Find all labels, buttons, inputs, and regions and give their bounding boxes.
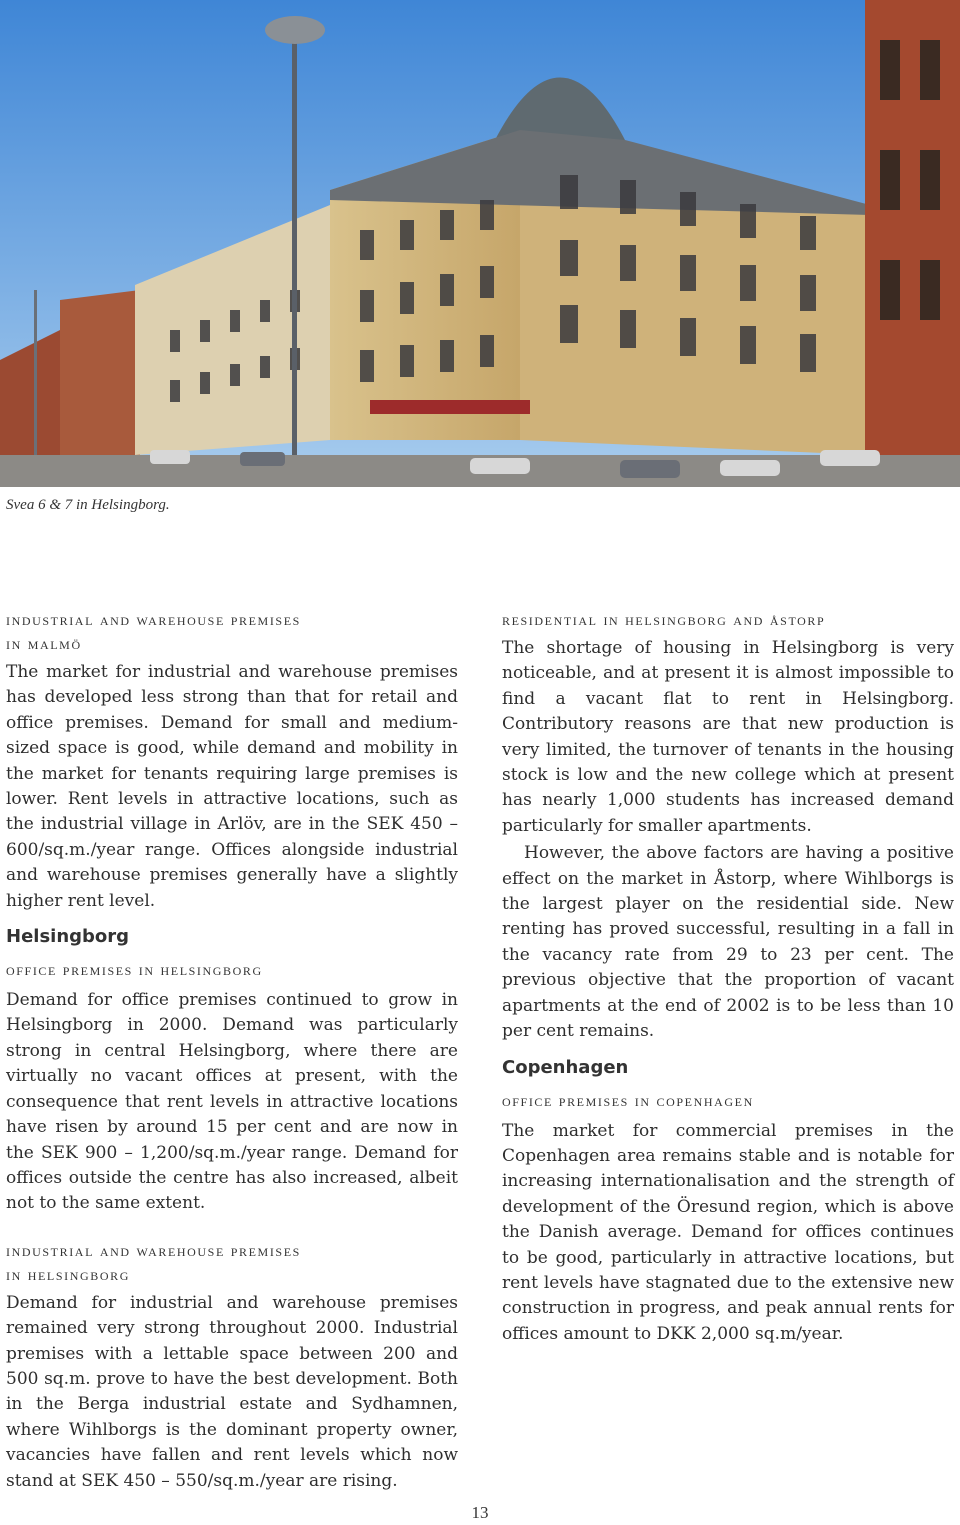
section-heading: in malmö (6, 634, 82, 653)
city-heading-helsingborg: Helsingborg (6, 926, 130, 948)
section-heading: industrial and warehouse premises (6, 1240, 301, 1260)
photo-caption: Svea 6 & 7 in Helsingborg. (6, 497, 170, 513)
city-heading-copenhagen: Copenhagen (502, 1056, 629, 1078)
body-paragraph: The shortage of housing in Helsingborg is very noticeable, and at present it is almost impossible to find a vacant flat to rent in Helsingborg. Contributory reasons are that new production is very limited, the turnover of tenants in the housing stock is low and the new college which at present has nearly 1,000 students has increased demand particularly for smaller apartments. (502, 638, 954, 836)
body-paragraph: However, the above factors are having a positive effect on the market in Åstorp, where Wihlborgs is the largest player on the residential side. New renting has proved successful, resulting in a fall in the vacancy rate from 29 to 23 per cent. The previous objective that the proportion of vacant apartments at the end of 2002 is to be less than 10 per cent remains. (502, 843, 954, 1042)
building-photo (0, 0, 960, 487)
right-column (502, 608, 954, 1347)
body-paragraph: The market for commercial premises in the Copenhagen area remains stable and is notable for increasing internationalisation and the strength of development of the Öresund region, which is above the Danish average. Demand for offices continues to be good, particularly in attractive locations, but rent levels have stagnated due to the extensive new construction in progress, and peak annual rents for offices amount to DKK 2,000 sq.m/year. (502, 1120, 954, 1344)
page-number: 13 (471, 1503, 489, 1522)
body-paragraph: Demand for office premises continued to grow in Helsingborg in 2000. Demand was particularly strong in central Helsingborg, where there are virtually no vacant offices at present, with the consequence that rent levels in attractive locations have risen by around 15 per cent and are now in the SEK 900 – 1,200/sq.m./year range. Demand for offices outside the centre has also increased, albeit not to the same extent. (6, 990, 458, 1214)
section-heading: industrial and warehouse premises (6, 610, 301, 629)
body-paragraph: Demand for industrial and warehouse premises remained very strong throughout 2000. Industrial premises with a lettable space between 200 and 500 sq.m. prove to have the best development. Both in the Berga industrial estate and Sydhamnen, where Wihlborgs is the dominant property owner, vacancies have fallen and rent levels which now stand at SEK 450 – 550/sq.m./year are rising. (6, 1292, 458, 1491)
section-heading: in helsingborg (6, 1264, 130, 1284)
section-heading: office premises in helsingborg (6, 960, 263, 980)
section-heading: office premises in copenhagen (502, 1090, 754, 1110)
body-paragraph: The market for industrial and warehouse premises has developed less strong than that for retail and office premises. Demand for small and medium-sized space is good, while demand and mobility in the market for tenants requiring large premises is lower. Rent levels in attractive locations, such as the industrial village in Arlöv, are in the SEK 450 – 600/sq.m./year range. Offices alongside industrial and warehouse premises generally have a slightly higher rent level. (6, 662, 458, 911)
section-heading: residential in helsingborg and åstorp (502, 610, 826, 629)
left-column (6, 608, 458, 1494)
